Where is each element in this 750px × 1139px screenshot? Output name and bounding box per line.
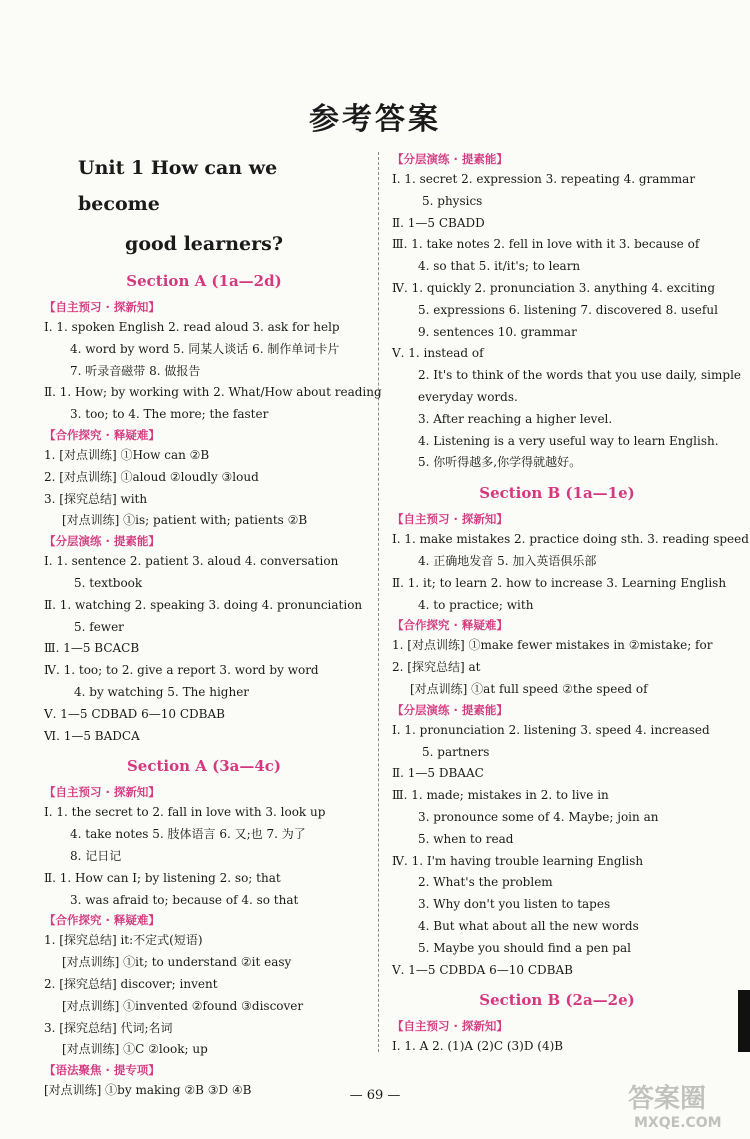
page-title: 参考答案 xyxy=(309,102,441,137)
answer-line: Ⅴ. 1—5 CDBAD 6—10 CDBAB xyxy=(44,706,225,721)
category-tag: 【合作探究 · 释疑难】 xyxy=(44,913,160,928)
category-tag: 【自主预习 · 探新知】 xyxy=(392,1019,508,1034)
answer-line: 4. so that 5. it/it's; to learn xyxy=(418,259,581,274)
answer-line: [对点训练] ①C ②look; up xyxy=(62,1042,208,1057)
answer-line: 5. Maybe you should find a pen pal xyxy=(418,940,631,955)
answer-line: Ⅰ. 1. secret 2. expression 3. repeating 4. grammar xyxy=(392,172,696,186)
category-tag: 【自主预习 · 探新知】 xyxy=(392,512,508,527)
right-column xyxy=(392,150,749,1058)
unit-title-line-1: Unit 1 How can we become xyxy=(78,157,278,215)
answer-line: Ⅰ. 1. sentence 2. patient 3. aloud 4. conversation xyxy=(44,554,339,569)
answer-line: 4. to practice; with xyxy=(418,597,534,612)
answer-line: [对点训练] ①invented ②found ③discover xyxy=(62,998,304,1013)
answer-line: Ⅰ. 1. A 2. (1)A (2)C (3)D (4)B xyxy=(392,1039,564,1054)
answer-line: Ⅱ. 1—5 CBADD xyxy=(392,215,485,230)
edge-thumb-tab xyxy=(738,990,750,1052)
page-number: — 69 — xyxy=(349,1088,401,1103)
column-divider xyxy=(378,152,379,1052)
answer-line: 5. physics xyxy=(422,193,483,208)
answer-line: 3. Why don't you listen to tapes xyxy=(418,897,611,912)
answer-line: [对点训练] ①by making ②B ③D ④B xyxy=(44,1083,252,1098)
answer-line: 2. [对点训练] ①aloud ②loudly ③loud xyxy=(44,469,259,484)
answer-line: Ⅱ. 1. How; by working with 2. What/How about reading xyxy=(44,385,382,400)
category-tag: 【分层演练 · 提素能】 xyxy=(44,534,160,549)
category-tag: 【分层演练 · 提素能】 xyxy=(392,702,508,717)
answer-line: Ⅲ. 1. take notes 2. fell in love with it 3. because of xyxy=(392,237,700,252)
watermark-logo xyxy=(620,1077,738,1133)
answer-line: Ⅱ. 1. watching 2. speaking 3. doing 4. pronunciation xyxy=(44,597,363,612)
answer-line: 4. But what about all the new words xyxy=(418,918,639,933)
answer-line: 1. [对点训练] ①How can ②B xyxy=(44,447,210,462)
answer-line: 2. What's the problem xyxy=(418,875,553,890)
section-heading: Section A (3a—4c) xyxy=(126,757,282,776)
answer-line: 5. partners xyxy=(422,744,490,759)
section-heading: Section B (2a—2e) xyxy=(479,991,635,1010)
answer-line: 5. when to read xyxy=(418,831,514,846)
answer-line: 3. was afraid to; because of 4. so that xyxy=(70,892,299,907)
answer-line: 8. 记日记 xyxy=(70,848,122,863)
unit-title-line-2: good learners? xyxy=(125,233,283,255)
section-heading: Section B (1a—1e) xyxy=(479,484,635,503)
answer-line: 3. [探究总结] with xyxy=(44,491,148,506)
answer-line: 4. Listening is a very useful way to learn English. xyxy=(418,433,719,448)
answer-line: 4. take notes 5. 肢体语言 6. 又;也 7. 为了 xyxy=(70,827,306,842)
answer-line: 2. [探究总结] at xyxy=(392,660,481,675)
answer-line: Ⅰ. 1. pronunciation 2. listening 3. speed 4. increased xyxy=(392,722,710,737)
answer-line: Ⅱ. 1. How can I; by listening 2. so; that xyxy=(44,870,281,885)
answer-line: [对点训练] ①is; patient with; patients ②B xyxy=(62,513,308,528)
watermark-logo-icon xyxy=(620,1077,738,1133)
answer-line: [对点训练] ①it; to understand ②it easy xyxy=(62,955,292,970)
answer-line: Ⅱ. 1. it; to learn 2. how to increase 3. Learning English xyxy=(392,575,727,590)
answer-line: everyday words. xyxy=(418,389,518,404)
answer-line: 7. 听录音磁带 8. 做报告 xyxy=(70,363,201,378)
right-answer-blocks xyxy=(392,150,749,1058)
category-tag: 【自主预习 · 探新知】 xyxy=(44,300,160,314)
watermark-text-top: 答案圈 xyxy=(628,1084,707,1114)
answer-line: 3. [探究总结] 代词;名词 xyxy=(44,1020,173,1035)
answer-line: Ⅳ. 1. too; to 2. give a report 3. word by word xyxy=(44,663,319,678)
answer-line: Ⅲ. 1. made; mistakes in 2. to live in xyxy=(392,788,609,803)
answer-line: Ⅴ. 1—5 CDBDA 6—10 CDBAB xyxy=(392,962,573,977)
watermark-text-bottom: MXQE.COM xyxy=(634,1115,722,1131)
answer-line: 5. 你听得越多,你学得就越好。 xyxy=(418,455,582,470)
answer-line: 4. 正确地发音 5. 加入英语俱乐部 xyxy=(418,553,597,568)
answer-line: 3. After reaching a higher level. xyxy=(418,411,613,426)
answer-line: 5. expressions 6. listening 7. discovered 8. useful xyxy=(418,302,718,317)
answer-line: 2. [探究总结] discover; invent xyxy=(44,976,218,991)
answer-line: Ⅳ. 1. I'm having trouble learning English xyxy=(392,853,644,868)
category-tag: 【分层演练 · 提素能】 xyxy=(392,152,508,166)
answer-line: Ⅳ. 1. quickly 2. pronunciation 3. anything 4. exciting xyxy=(392,280,716,295)
answer-line: Ⅲ. 1—5 BCACB xyxy=(44,641,140,656)
category-tag: 【语法聚焦 · 提专项】 xyxy=(44,1063,160,1078)
answer-line: Ⅰ. 1. spoken English 2. read aloud 3. ask for help xyxy=(44,320,340,334)
answer-line: 1. [探究总结] it:不定式(短语) xyxy=(44,933,203,948)
answer-line: Ⅱ. 1—5 DBAAC xyxy=(392,766,484,781)
answer-line: Ⅴ. 1. instead of xyxy=(392,346,484,361)
category-tag: 【合作探究 · 释疑难】 xyxy=(44,427,160,442)
answer-line: [对点训练] ①at full speed ②the speed of xyxy=(410,681,648,696)
answer-line: 3. too; to 4. The more; the faster xyxy=(70,407,269,422)
answer-line: Ⅵ. 1—5 BADCA xyxy=(44,728,140,743)
answer-line: Ⅰ. 1. the secret to 2. fall in love with 3. look up xyxy=(44,805,326,820)
answer-line: 1. [对点训练] ①make fewer mistakes in ②mistake; for xyxy=(392,638,713,653)
answer-line: 3. pronounce some of 4. Maybe; join an xyxy=(418,809,659,824)
answer-line: 4. by watching 5. The higher xyxy=(74,684,250,699)
category-tag: 【合作探究 · 释疑难】 xyxy=(392,618,508,633)
category-tag: 【自主预习 · 探新知】 xyxy=(44,785,160,800)
answer-line: 5. fewer xyxy=(74,619,124,634)
answer-line: 5. textbook xyxy=(74,575,143,590)
answer-line: 9. sentences 10. grammar xyxy=(418,324,577,339)
answer-line: 2. It's to think of the words that you use daily, simple xyxy=(418,368,742,383)
section-heading: Section A (1a—2d) xyxy=(126,272,282,290)
answer-line: 4. word by word 5. 同某人谈话 6. 制作单词卡片 xyxy=(70,341,340,356)
answer-line: Ⅰ. 1. make mistakes 2. practice doing sth. 3. reading speed xyxy=(392,532,749,547)
